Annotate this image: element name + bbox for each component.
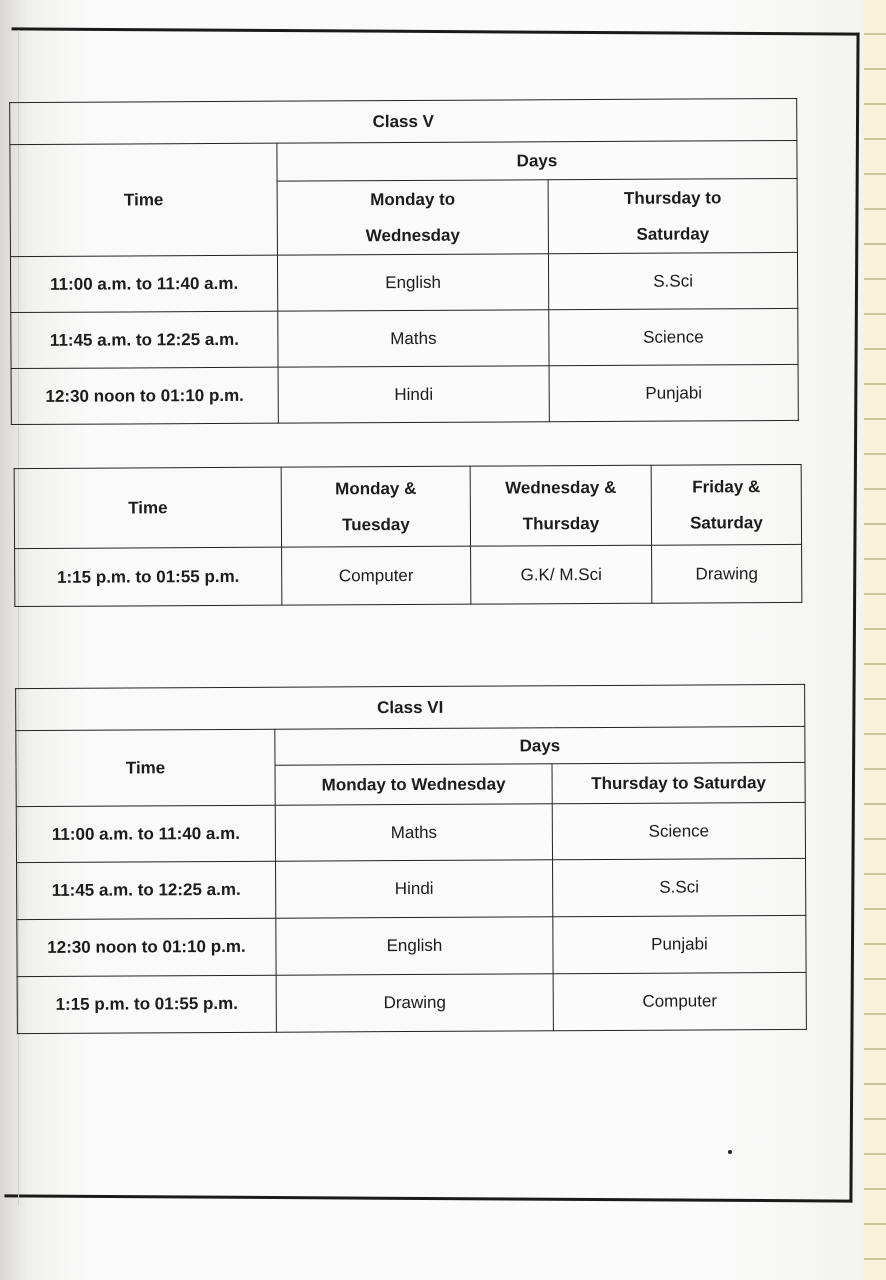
afternoon-time-header: Time <box>14 467 281 548</box>
time-cell: 11:45 a.m. to 12:25 a.m. <box>17 861 276 919</box>
afternoon-col-fri-sat <box>651 464 801 545</box>
class-vi-col-thu-sat: Thursday to Saturday <box>552 762 805 803</box>
afternoon-col1-line1: Monday & <box>335 478 417 498</box>
subject-cell: S.Sci <box>553 858 806 916</box>
class-vi-timetable <box>15 684 807 1034</box>
afternoon-timetable <box>14 464 803 607</box>
table-row <box>16 802 805 862</box>
ink-dot <box>728 1150 732 1154</box>
notebook-edge <box>864 0 886 1280</box>
table-row <box>17 858 806 919</box>
afternoon-col2-line1: Wednesday & <box>505 477 617 497</box>
table-row <box>17 972 806 1033</box>
class-v-col1-line1: Monday to <box>370 189 456 209</box>
subject-cell: Drawing <box>276 974 553 1032</box>
subject-cell: Drawing <box>652 544 802 603</box>
subject-cell: Science <box>552 802 805 859</box>
subject-cell: English <box>276 917 553 975</box>
class-v-col2-line2: Saturday <box>636 223 710 244</box>
table-row <box>11 308 798 368</box>
time-cell: 11:00 a.m. to 11:40 a.m. <box>16 805 275 862</box>
class-vi-col-mon-wed: Monday to Wednesday <box>275 764 552 805</box>
subject-cell: English <box>277 254 548 311</box>
subject-cell: Hindi <box>276 860 553 918</box>
time-cell: 1:15 p.m. to 01:55 p.m. <box>17 975 276 1033</box>
class-vi-title: Class VI <box>16 684 805 730</box>
time-cell: 1:15 p.m. to 01:55 p.m. <box>15 547 282 606</box>
time-cell: 12:30 noon to 01:10 p.m. <box>11 367 278 424</box>
table-row <box>15 544 802 606</box>
time-cell: 11:45 a.m. to 12:25 a.m. <box>11 311 278 368</box>
class-v-timetable <box>9 98 799 425</box>
class-v-title: Class V <box>10 98 797 144</box>
subject-cell: Computer <box>282 546 471 605</box>
time-cell: 11:00 a.m. to 11:40 a.m. <box>10 255 277 312</box>
subject-cell: Maths <box>275 804 552 861</box>
table-row <box>11 364 798 424</box>
class-v-days-header: Days <box>277 140 797 181</box>
subject-cell: Punjabi <box>553 915 806 973</box>
subject-cell: G.K/ M.Sci <box>471 545 652 604</box>
class-vi-days-header: Days <box>275 726 805 765</box>
subject-cell: Maths <box>278 310 549 367</box>
afternoon-col3-line2: Saturday <box>690 512 763 533</box>
class-v-col2-line1: Thursday to <box>623 187 722 208</box>
table-row <box>10 252 797 312</box>
afternoon-col-mon-tue <box>281 466 470 547</box>
class-v-time-header: Time <box>10 143 278 256</box>
subject-cell: Science <box>549 308 798 365</box>
subject-cell: Computer <box>553 972 806 1030</box>
class-vi-time-header: Time <box>16 729 275 806</box>
afternoon-col3-line1: Friday & <box>692 476 761 497</box>
subject-cell: Punjabi <box>549 364 798 421</box>
table-row <box>17 915 806 976</box>
afternoon-col-wed-thu <box>470 465 651 546</box>
subject-cell: S.Sci <box>548 252 797 309</box>
afternoon-col2-line2: Thursday <box>522 513 600 533</box>
subject-cell: Hindi <box>278 366 549 423</box>
afternoon-col1-line2: Tuesday <box>342 514 410 534</box>
class-v-col-thu-sat <box>548 178 797 253</box>
class-v-col-mon-wed <box>277 180 548 255</box>
time-cell: 12:30 noon to 01:10 p.m. <box>17 918 276 976</box>
class-v-col1-line2: Wednesday <box>365 225 460 245</box>
